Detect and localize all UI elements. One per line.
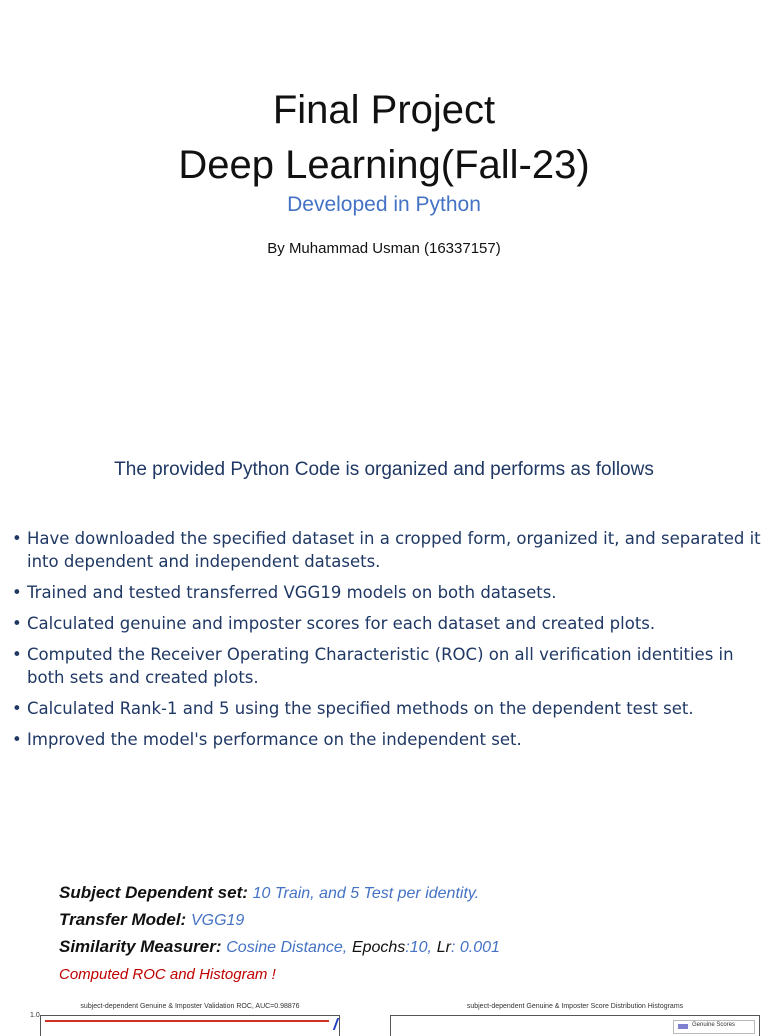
histogram-plot-thumbnail [390, 1000, 760, 1030]
roc-plot-frame [40, 1015, 340, 1036]
epochs-value: :10, [405, 939, 432, 956]
bullet-text: Computed the Receiver Operating Characteristic (ROC) on all verification identities in both sets and created plots. [27, 645, 734, 687]
model-row [59, 907, 759, 934]
histogram-legend [673, 1020, 755, 1034]
author: By Muhammad Usman (16337157) [267, 240, 501, 257]
bullet-icon: • [12, 730, 22, 749]
bullet-text: Have downloaded the specified dataset in a cropped form, organized it, and separated it into dependent and independent datasets. [27, 529, 761, 571]
roc-plot-caption: subject-dependent Genuine & Imposter Validation ROC, AUC=0.98876 [80, 1003, 300, 1010]
list-item [12, 527, 762, 573]
list-item [12, 612, 762, 635]
bullet-text: Calculated genuine and imposter scores for each dataset and created plots. [27, 614, 656, 633]
roc-curve [45, 1020, 329, 1022]
note-text: Computed ROC and Histogram ! [59, 966, 276, 983]
bullet-icon: • [12, 583, 22, 602]
legend-label: Genuine Scores [692, 1022, 736, 1028]
subject-row [59, 880, 759, 907]
bullet-list [12, 527, 762, 759]
title-line-2: Deep Learning(Fall-23) [178, 143, 590, 187]
subtitle: Developed in Python [287, 193, 481, 216]
section-heading: The provided Python Code is organized and performs as follows [114, 459, 654, 480]
bullet-icon: • [12, 645, 22, 664]
list-item [12, 728, 762, 751]
histogram-plot-caption: subject-dependent Genuine & Imposter Score Distribution Histograms [466, 1003, 684, 1010]
subject-label: Subject Dependent set: [59, 883, 248, 902]
list-item [12, 697, 762, 720]
histogram-plot-frame [390, 1015, 760, 1036]
note-row [59, 961, 759, 988]
epochs-label: Epochs [351, 939, 406, 956]
model-label: Transfer Model: [59, 910, 187, 929]
similarity-value: Cosine Distance, [226, 939, 348, 956]
legend-swatch [678, 1024, 688, 1029]
roc-diagonal [333, 1018, 339, 1030]
model-value: VGG19 [190, 912, 245, 929]
list-item [12, 581, 762, 604]
roc-ytick-label: 1.0 [30, 1012, 40, 1019]
similarity-label: Similarity Measurer: [59, 937, 222, 956]
title-line-1: Final Project [272, 88, 496, 132]
bullet-text: Improved the model's performance on the independent set. [27, 730, 522, 749]
config-block [59, 880, 759, 988]
bullet-text: Trained and tested transferred VGG19 models on both datasets. [27, 583, 557, 602]
lr-label: Lr [436, 939, 451, 956]
roc-plot-thumbnail [30, 1000, 340, 1030]
bullet-icon: • [12, 529, 22, 548]
similarity-row [59, 934, 759, 961]
bullet-icon: • [12, 699, 22, 718]
bullet-text: Calculated Rank-1 and 5 using the specified methods on the dependent test set. [27, 699, 694, 718]
list-item [12, 643, 762, 689]
lr-value: : 0.001 [450, 939, 500, 956]
bullet-icon: • [12, 614, 22, 633]
subject-value: 10 Train, and 5 Test per identity. [252, 885, 480, 902]
